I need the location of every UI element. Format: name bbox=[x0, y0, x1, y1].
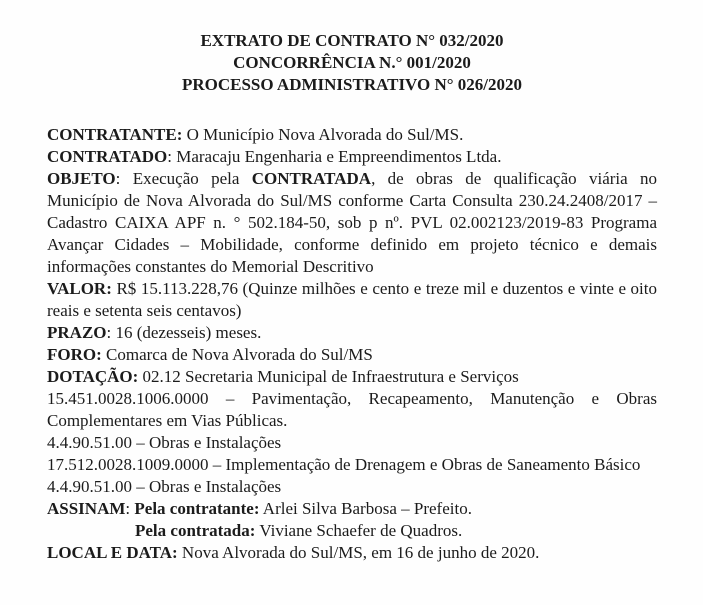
assinam-separator: : bbox=[125, 499, 135, 518]
objeto-contratada-emphasis: CONTRATADA bbox=[251, 169, 372, 188]
title-line-processo: PROCESSO ADMINISTRATIVO N° 026/2020 bbox=[181, 75, 523, 94]
local-data-label: LOCAL E DATA: bbox=[47, 543, 178, 562]
paragraph-contratado bbox=[47, 146, 657, 168]
title-line-concorrencia: CONCORRÊNCIA N.° 001/2020 bbox=[233, 53, 471, 72]
document-body bbox=[47, 124, 657, 564]
dotacao-line-obras-instalacoes-1: 4.4.90.51.00 – Obras e Instalações bbox=[47, 433, 282, 452]
dotacao-text: 02.12 Secretaria Municipal de Infraestrutura e Serviços bbox=[138, 367, 519, 386]
foro-text: Comarca de Nova Alvorada do Sul/MS bbox=[101, 345, 373, 364]
assinam-contratante-label: Pela contratante: bbox=[134, 499, 260, 518]
valor-text: R$ 15.113.228,76 (Quinze milhões e cento e treze mil e duzentos e vinte e oito reais e setenta seis centavos) bbox=[47, 279, 657, 320]
paragraph-local-data bbox=[47, 542, 657, 564]
contratado-text: : Maracaju Engenharia e Empreendimentos Ltda. bbox=[167, 147, 502, 166]
contratante-text: O Município Nova Alvorada do Sul/MS. bbox=[182, 125, 464, 144]
paragraph-foro bbox=[47, 344, 657, 366]
contratado-label: CONTRATADO bbox=[47, 147, 168, 166]
dotacao-label: DOTAÇÃO: bbox=[47, 367, 139, 386]
assinam-contratante-name: Arlei Silva Barbosa – Prefeito. bbox=[259, 499, 472, 518]
paragraph-valor bbox=[47, 278, 657, 322]
foro-label: FORO: bbox=[47, 345, 102, 364]
prazo-label: PRAZO bbox=[47, 323, 107, 342]
contratante-label: CONTRATANTE: bbox=[47, 125, 183, 144]
paragraph-contratante bbox=[47, 124, 657, 146]
dotacao-line-drenagem: 17.512.0028.1009.0000 – Implementação de Drenagem e Obras de Saneamento Básico bbox=[47, 455, 641, 474]
paragraph-dotacao bbox=[47, 366, 657, 388]
document-title-block bbox=[47, 30, 657, 96]
title-line-extrato: EXTRATO DE CONTRATO N° 032/2020 bbox=[200, 31, 504, 50]
paragraph-assinatura-contratada bbox=[47, 520, 657, 542]
paragraph-prazo bbox=[47, 322, 657, 344]
assinam-label: ASSINAM bbox=[47, 499, 126, 518]
objeto-label: OBJETO bbox=[47, 169, 116, 188]
dotacao-line-pavimentacao: 15.451.0028.1006.0000 – Pavimentação, Recapeamento, Manutenção e Obras Complementares em Vias Públicas. bbox=[47, 389, 657, 430]
paragraph-objeto bbox=[47, 168, 657, 278]
prazo-text: : 16 (dezesseis) meses. bbox=[106, 323, 262, 342]
objeto-text-2: , de obras de qualificação viária no Município de Nova Alvorada do Sul/MS conforme Carta Consulta 230.24.2408/2017 – Cadastro CAIXA APF n. ° 502.184-50, sob p nº. PVL 02.002123/2019-83 Programa Avançar Cidades – Mobilidade, conforme definido em projeto técnico e demais informações constantes do Memorial Descritivo bbox=[47, 169, 658, 276]
paragraph-assinam bbox=[47, 498, 657, 520]
dotacao-line-obras-instalacoes-2: 4.4.90.51.00 – Obras e Instalações bbox=[47, 477, 282, 496]
valor-label: VALOR: bbox=[47, 279, 112, 298]
local-data-text: Nova Alvorada do Sul/MS, em 16 de junho de 2020. bbox=[177, 543, 540, 562]
assinatura-contratada-name: Viviane Schaefer de Quadros. bbox=[255, 521, 463, 540]
assinatura-contratada-label: Pela contratada: bbox=[135, 521, 256, 540]
objeto-text-1: : Execução pela bbox=[115, 169, 252, 188]
